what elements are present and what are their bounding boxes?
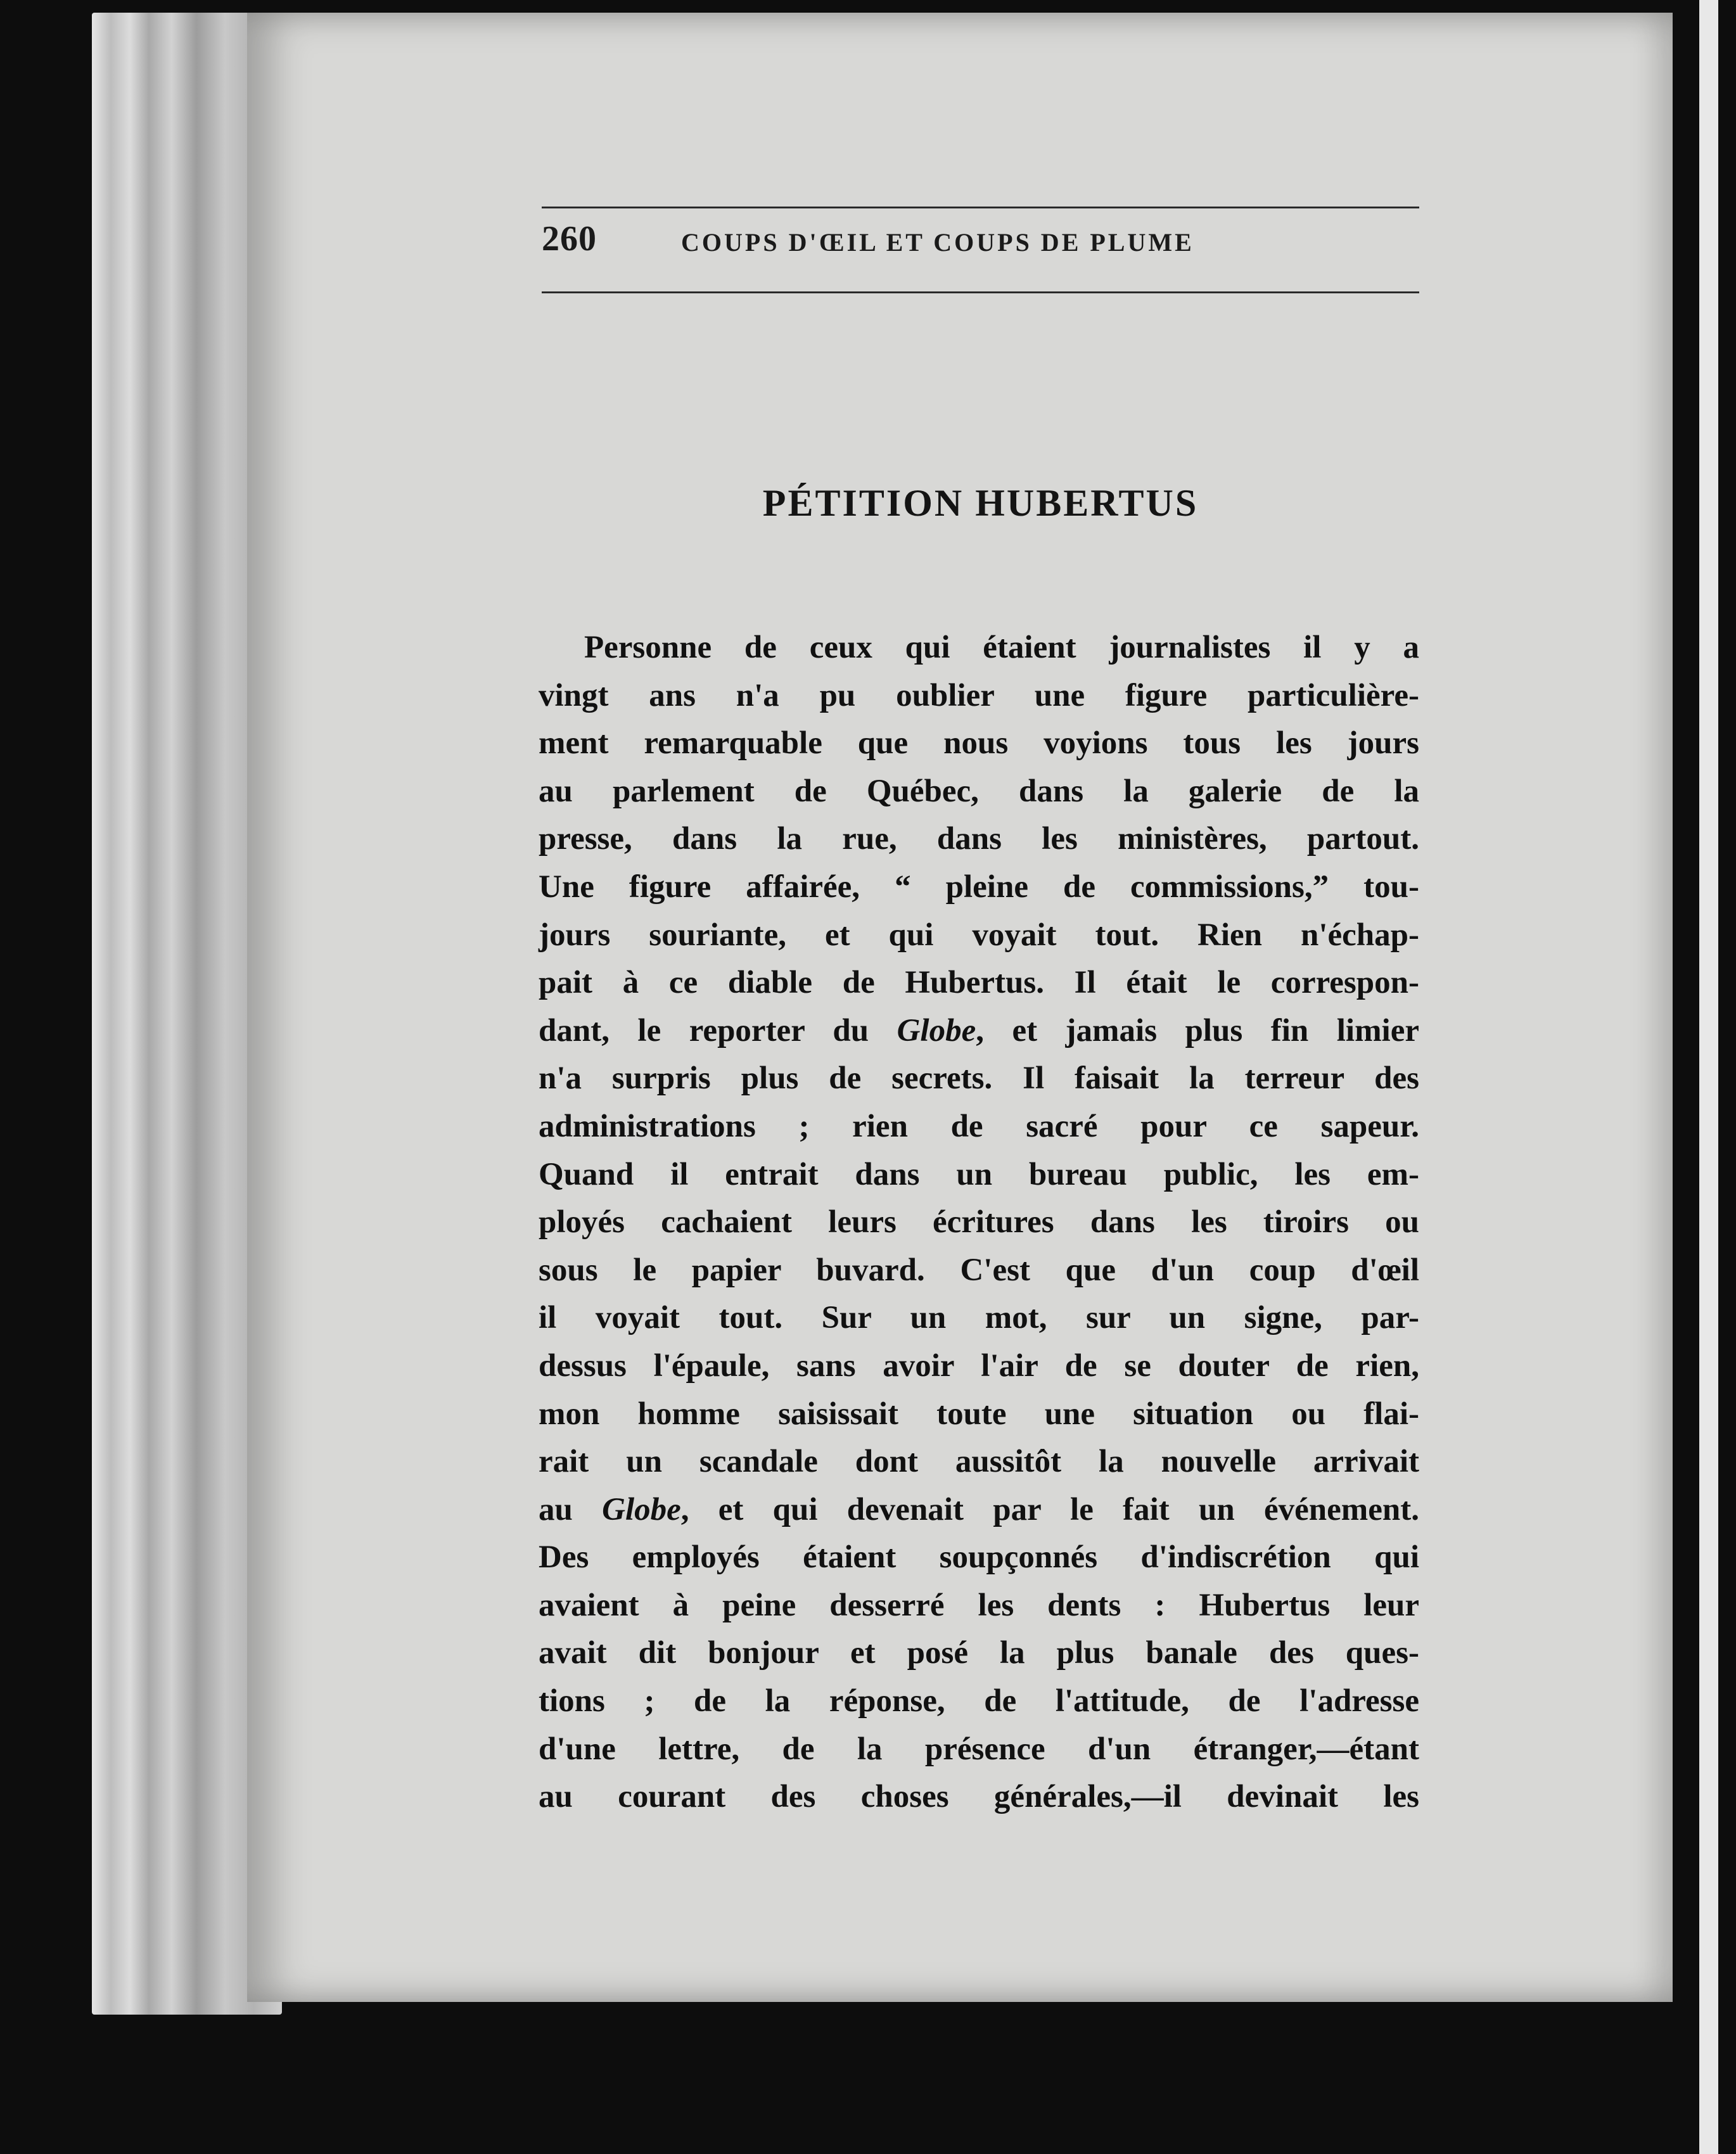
text-run: , et qui devenait par le fait un événement. bbox=[680, 1491, 1419, 1527]
text-run: dant, le reporter du bbox=[539, 1012, 897, 1048]
text-line: au parlement de Québec, dans la galerie de la bbox=[539, 773, 1419, 809]
page-number: 260 bbox=[542, 219, 597, 258]
text-run: au bbox=[539, 1491, 603, 1527]
text-line: presse, dans la rue, dans les ministères, partout. bbox=[539, 821, 1419, 857]
text-line: au courant des choses générales,—il devinait les bbox=[539, 1779, 1419, 1815]
text-line: ployés cachaient leurs écritures dans les tiroirs ou bbox=[539, 1204, 1419, 1240]
chapter-title: PÉTITION HUBERTUS bbox=[762, 482, 1199, 524]
header-top-rule bbox=[542, 207, 1419, 208]
text-line: Des employés étaient soupçonnés d'indiscrétion qui bbox=[539, 1539, 1419, 1576]
header-bottom-rule bbox=[542, 291, 1419, 293]
facing-page-edge bbox=[1699, 0, 1718, 2154]
text-line: dessus l'épaule, sans avoir l'air de se douter de rien, bbox=[539, 1348, 1419, 1384]
text-line: mon homme saisissait toute une situation ou flai- bbox=[539, 1396, 1419, 1432]
running-title: COUPS D'ŒIL ET COUPS DE PLUME bbox=[681, 228, 1194, 257]
text-line: Une figure affairée, “ pleine de commissions,” tou- bbox=[539, 869, 1419, 905]
text-line: jours souriante, et qui voyait tout. Rien n'échap- bbox=[539, 917, 1419, 953]
text-line: d'une lettre, de la présence d'un étranger,—étant bbox=[539, 1731, 1419, 1767]
text-line: vingt ans n'a pu oublier une figure particulière- bbox=[539, 677, 1419, 713]
text-line bbox=[539, 1007, 1419, 1055]
text-line: sous le papier buvard. C'est que d'un coup d'œil bbox=[539, 1252, 1419, 1288]
text-line: ment remarquable que nous voyions tous les jours bbox=[539, 725, 1419, 762]
body-text bbox=[539, 624, 1419, 1821]
text-run: , et jamais plus fin limier bbox=[976, 1012, 1419, 1048]
text-line: pait à ce diable de Hubertus. Il était le correspon- bbox=[539, 965, 1419, 1001]
text-line: administrations ; rien de sacré pour ce sapeur. bbox=[539, 1108, 1419, 1144]
text-line: Quand il entrait dans un bureau public, les em- bbox=[539, 1156, 1419, 1192]
text-line: n'a surpris plus de secrets. Il faisait la terreur des bbox=[539, 1061, 1419, 1097]
italic-title: Globe bbox=[897, 1012, 976, 1048]
text-line: avait dit bonjour et posé la plus banale des ques- bbox=[539, 1635, 1419, 1671]
text-line: tions ; de la réponse, de l'attitude, de l'adresse bbox=[539, 1683, 1419, 1719]
italic-title: Globe bbox=[602, 1491, 681, 1527]
text-line: Personne de ceux qui étaient journalistes il y a bbox=[584, 630, 1419, 665]
text-line: rait un scandale dont aussitôt la nouvelle arrivait bbox=[539, 1444, 1419, 1480]
text-line: avaient à peine desserré les dents : Hubertus leur bbox=[539, 1587, 1419, 1623]
text-line bbox=[539, 1486, 1419, 1534]
text-line: il voyait tout. Sur un mot, sur un signe, par- bbox=[539, 1300, 1419, 1336]
running-head bbox=[542, 219, 1419, 269]
